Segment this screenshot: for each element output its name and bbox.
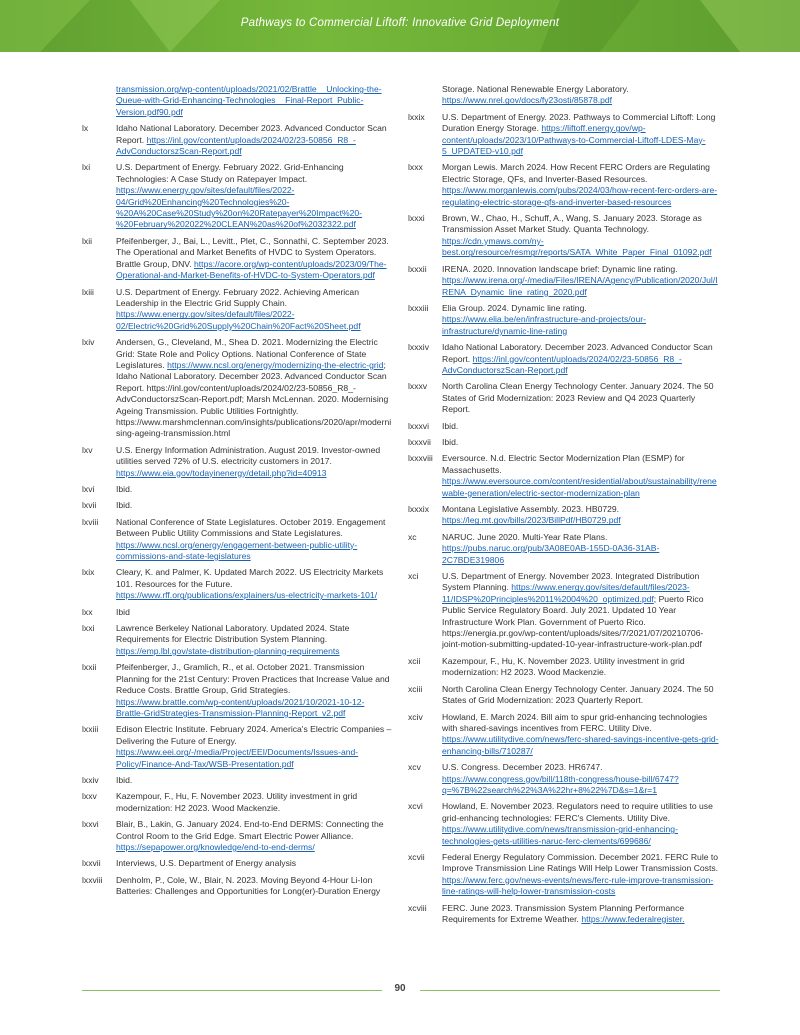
- endnote-citation: Cleary, K. and Palmer, K. Updated March 2022. US Electricity Markets 101. Resources for the Future.: [116, 567, 384, 589]
- endnote-link[interactable]: https://www.utilitydive.com/news/transmission-grid-enhancing-technologies-gets-utilities-naruc-ferc-clements/699686/: [442, 824, 678, 846]
- endnote-citation: Pfeifenberger, J., Bai, L., Levitt., Plet, C., Sonnathi, C. September 2023. The Operational and Market Benefits of HVDC to System Operators. Brattle Group, DNV.: [116, 235, 389, 269]
- endnote-citation: Kazempour, F., Hu, K. November 2023. Utility investment in grid modernization: H2 2023. Wood Mackenzie.: [442, 655, 685, 678]
- endnotes-left-column: [82, 84, 392, 903]
- endnote-link[interactable]: https://www.irena.org/-/media/Files/IRENA/Agency/Publication/2020/Jul/IRENA_Dynamic_line_rating_2020.pdf: [442, 275, 718, 297]
- endnote-link[interactable]: https://www.morganlewis.com/pubs/2024/03/how-recent-ferc-orders-are-regulating-electric-storage-qfs-and-inverter-based-resources: [442, 185, 718, 207]
- endnote-item: [82, 623, 392, 657]
- endnote-link[interactable]: https://inl.gov/content/uploads/2024/02/23-50856_R8_-AdvConductorszScan-Report.pdf: [442, 353, 682, 375]
- endnote-citation: U.S. Congress. December 2023. HR6747.: [442, 762, 603, 773]
- endnote-text: [442, 213, 720, 259]
- endnote-text: [116, 287, 392, 333]
- endnote-number: xcvii: [408, 851, 425, 862]
- endnote-citation: Elia Group. 2024. Dynamic line rating.: [442, 302, 587, 313]
- endnote-text: [442, 762, 720, 796]
- endnote-link[interactable]: https://www.energy.gov/sites/default/files/2022-02/Electric%20Grid%20Supply%20Chain%20Fact%20Sheet.pdf: [116, 309, 361, 331]
- endnote-link[interactable]: https://www.rff.org/publications/explainers/us-electricity-markets-101/: [116, 590, 378, 601]
- endnote-item: [408, 801, 720, 847]
- endnote-citation: Howland, E. March 2024. Bill aim to spur grid-enhancing technologies with shared-savings incentives from FERC. Utility Dive.: [442, 711, 708, 733]
- endnote-citation: Ibid: [116, 606, 130, 617]
- endnote-item: [408, 421, 720, 432]
- footer-rule-right: [420, 990, 720, 991]
- endnote-citation: U.S. Department of Energy. February 2022. Achieving American Leadership in the Electric Grid Supply Chain.: [116, 286, 359, 308]
- endnote-text: [442, 381, 720, 415]
- endnote-number: lxxxi: [408, 213, 425, 224]
- endnote-number: xc: [408, 531, 417, 542]
- endnote-number: lxxviii: [82, 874, 103, 885]
- endnote-number: xcv: [408, 762, 421, 773]
- endnote-number: lxxxix: [408, 504, 430, 514]
- endnote-text: [408, 84, 720, 107]
- endnote-text: [442, 303, 720, 337]
- endnote-number: xcvi: [408, 801, 423, 812]
- endnote-text: [116, 123, 392, 157]
- endnote-item: [82, 484, 392, 495]
- endnote-number: xcii: [408, 655, 421, 666]
- endnote-citation: Brown, W., Chao, H., Schuff, A., Wang, S. January 2023. Storage as Transmission Asset Market Study. Quanta Technology.: [442, 213, 702, 235]
- endnote-citation-continued: ; Idaho National Laboratory. December 2023. Advanced Conductor Scan Report. https://inl.gov/content/uploads/2024/02/23-50856_R8_-AdvConductorszScan-Report.pdf; Marsh McLennan. 2020. Modernising Ageing Transmission. Public Utilities Fortnightly. https://www.marshmclennan.com/insights/publications/2020/apr/modernising-ageing-transmission.html: [116, 359, 392, 439]
- endnote-citation: NARUC. June 2020. Multi-Year Rate Plans.: [442, 531, 608, 542]
- endnote-item: [408, 264, 720, 298]
- endnote-item: [408, 162, 720, 208]
- endnote-citation: IRENA. 2020. Innovation landscape brief: Dynamic line rating.: [442, 263, 678, 274]
- endnote-text: [116, 858, 392, 869]
- endnote-item: [408, 437, 720, 448]
- endnote-text: [442, 421, 720, 432]
- endnote-number: lxxxvii: [408, 436, 431, 447]
- endnote-link[interactable]: https://leg.mt.gov/bills/2023/BillPdf/HB0729.pdf: [442, 515, 621, 526]
- endnote-number: lxi: [82, 162, 91, 173]
- endnote-text: [116, 775, 392, 786]
- endnote-citation: U.S. Department of Energy. February 2022. Grid-Enhancing Technologies: A Case Study on Ratepayer Impact.: [116, 162, 344, 184]
- endnote-text: [116, 662, 392, 719]
- endnote-text: [442, 532, 720, 566]
- endnotes-right-column: [408, 84, 720, 930]
- endnote-number: lxxxiii: [408, 302, 429, 313]
- endnote-item: [82, 607, 392, 618]
- endnote-link[interactable]: https://www.congress.gov/bill/118th-congress/house-bill/6747?q=%7B%22search%22%3A%22hr+8%22%7D&s=1&r=1: [442, 773, 679, 795]
- endnote-number: lxix: [82, 567, 95, 578]
- endnote-item: [408, 852, 720, 898]
- endnote-item: [408, 342, 720, 376]
- endnote-text: [442, 801, 720, 847]
- endnote-citation: Blair, B., Lakin, G. January 2024. End-to-End DERMS: Connecting the Control Room to the Grid Edge. Smart Electric Power Alliance.: [116, 819, 384, 841]
- endnote-link[interactable]: https://www.utilitydive.com/news/ferc-shared-savings-incentive-gets-grid-enhancing-bills/710287/: [442, 734, 719, 756]
- endnote-link[interactable]: https://www.elia.be/en/infrastructure-and-projects/our-infrastructure/dynamic-line-rating: [442, 314, 646, 336]
- endnote-number: lxiv: [82, 337, 95, 348]
- endnote-citation: U.S. Department of Energy. November 2023. Integrated Distribution System Planning.: [442, 571, 700, 593]
- endnote-item: [408, 504, 720, 527]
- endnote-item: [408, 381, 720, 415]
- endnote-number: lxxvi: [82, 819, 99, 830]
- endnote-item: [82, 819, 392, 853]
- endnote-link[interactable]: https://www.brattle.com/wp-content/uploads/2021/10/2021-10-12-Brattle-GridStrategies-Transmission-Planning-Report_v2.pdf: [116, 696, 365, 718]
- endnote-link[interactable]: https://liftoff.energy.gov/wp-content/uploads/2023/10/Pathways-to-Commercial-Liftoff-LDES-May-5_UPDATED-v10.pdf: [442, 123, 706, 157]
- endnote-number: lxx: [82, 606, 93, 617]
- endnote-link[interactable]: https://www.ncsl.org/energy/modernizing-the-electric-grid: [167, 359, 384, 370]
- endnote-citation: National Conference of State Legislatures. October 2019. Engagement Between Public Utility Commissions and State Legislatures.: [116, 516, 386, 539]
- endnote-link[interactable]: https://www.ferc.gov/news-events/news/ferc-rule-improve-transmission-line-ratings-will-help-lower-transmission-costs: [442, 874, 714, 897]
- endnote-item: [408, 571, 720, 651]
- endnote-text: [442, 712, 720, 758]
- endnote-citation: North Carolina Clean Energy Technology Center. January 2024. The 50 States of Grid Modernization: 2023 Review and Q4 2023 Quarterly Report.: [442, 381, 714, 415]
- endnote-item: [82, 287, 392, 333]
- endnote-citation: Ibid.: [116, 774, 133, 785]
- endnote-text: [116, 875, 392, 898]
- endnote-item: [408, 656, 720, 679]
- endnote-link[interactable]: https://www.eia.gov/todayinenergy/detail.php?id=40913: [116, 467, 327, 478]
- page-number: 90: [394, 983, 406, 994]
- endnote-link[interactable]: https://acore.org/wp-content/uploads/2023/09/The-Operational-and-Market-Benefits-of-HVDC-to-System-Operators.pdf: [116, 258, 387, 281]
- endnote-text: [116, 819, 392, 853]
- endnote-link[interactable]: https://www.eei.org/-/media/Project/EEI/Documents/Issues-and-Policy/Finance-And-Tax/WSB-Presentation.pdf: [116, 747, 359, 769]
- endnote-link[interactable]: https://www.ncsl.org/energy/engagement-between-public-utility-commissions-and-state-legislatures: [116, 539, 358, 562]
- endnote-item: [408, 532, 720, 566]
- endnote-number: lxxxv: [408, 381, 428, 392]
- endnote-text: [442, 684, 720, 707]
- endnote-text: [116, 445, 392, 479]
- endnote-number: lxxxviii: [408, 453, 433, 464]
- endnote-number: lx: [82, 123, 89, 134]
- endnote-text: [116, 500, 392, 511]
- endnote-text: [442, 264, 720, 298]
- endnote-citation: Storage. National Renewable Energy Laboratory.: [442, 84, 629, 94]
- endnote-item: [82, 858, 392, 869]
- endnote-citation: Montana Legislative Assembly. 2023. HB0729.: [442, 504, 620, 514]
- endnote-link[interactable]: https://www.nrel.gov/docs/fy23osti/85878.pdf: [442, 95, 613, 106]
- endnote-text: [116, 791, 392, 814]
- endnote-number: lxxv: [82, 791, 97, 802]
- endnote-text: [116, 517, 392, 563]
- endnote-number: xciv: [408, 711, 423, 722]
- endnote-item: [82, 567, 392, 601]
- endnote-citation: Edison Electric Institute. February 2024. America's Electric Companies – Delivering the Future of Energy.: [116, 724, 392, 746]
- endnote-text: [442, 852, 720, 898]
- endnote-number: lxv: [82, 444, 93, 455]
- endnote-citation: Idaho National Laboratory. December 2023. Advanced Conductor Scan Report.: [442, 342, 713, 364]
- endnote-citation: Lawrence Berkeley National Laboratory. Updated 2024. State Requirements for Electric Distribution System Planning.: [116, 623, 350, 645]
- endnote-number: xciii: [408, 683, 423, 694]
- endnote-item: [408, 712, 720, 758]
- endnote-item: [408, 453, 720, 499]
- endnote-number: lxxxii: [408, 263, 427, 274]
- endnote-citation: Morgan Lewis. March 2024. How Recent FERC Orders are Regulating Electric Storage, QFs, and Inverter-Based Resources.: [442, 162, 710, 184]
- endnote-text: [442, 903, 720, 926]
- endnote-item: [408, 84, 720, 107]
- endnote-link[interactable]: https://inl.gov/content/uploads/2024/02/23-50856_R8_-AdvConductorszScan-Report.pdf: [116, 134, 356, 157]
- endnote-citation: FERC. June 2023. Transmission System Planning Performance Requirements for Extreme Weather.: [442, 902, 685, 924]
- endnote-citation: Kazempour, F., Hu, F. November 2023. Utility investment in grid modernization: H2 2023. Wood Mackenzie.: [116, 791, 358, 813]
- endnote-text: [442, 656, 720, 679]
- endnote-number: lxxii: [82, 662, 97, 673]
- endnote-number: lxxxiv: [408, 342, 430, 353]
- endnote-number: lxxvii: [82, 858, 101, 869]
- endnote-text: [116, 567, 392, 601]
- endnote-number: lxxiv: [82, 774, 99, 785]
- endnote-number: lxxiii: [82, 724, 99, 735]
- endnote-item: [82, 337, 392, 440]
- endnote-citation: Howland, E. November 2023. Regulators need to require utilities to use grid-enhancing technologies: FERC's Clements. Utility Dive.: [442, 801, 713, 823]
- endnote-item: [82, 775, 392, 786]
- endnote-number: lxiii: [82, 286, 94, 297]
- endnote-link[interactable]: https://www.federalregister.: [581, 914, 685, 924]
- endnote-item: [408, 762, 720, 796]
- endnote-number: lxviii: [82, 516, 99, 527]
- endnote-item: [82, 123, 392, 157]
- endnote-citation: Ibid.: [116, 500, 133, 511]
- endnote-item: [82, 791, 392, 814]
- document-title: Pathways to Commercial Liftoff: Innovative Grid Deployment: [240, 17, 560, 29]
- endnote-link[interactable]: https://sepapower.org/knowledge/end-to-end-derms/: [116, 841, 315, 852]
- endnote-item: [408, 303, 720, 337]
- endnote-citation: Idaho National Laboratory. December 2023. Advanced Conductor Scan Report.: [116, 123, 387, 145]
- endnote-link[interactable]: transmission.org/wp-content/uploads/2021/02/Brattle__Unlocking-the-Queue-with-Grid-Enhancing-Technologies__Final-Report_Public-Version.pdf90.pdf: [116, 84, 382, 117]
- endnote-number: lxxix: [408, 111, 425, 122]
- endnote-link[interactable]: https://emp.lbl.gov/state-distribution-planning-requirements: [116, 645, 340, 656]
- endnote-text: [442, 504, 720, 527]
- endnote-number: lxvii: [82, 500, 97, 511]
- endnote-citation: Ibid.: [442, 420, 459, 431]
- endnote-text: [442, 437, 720, 448]
- endnote-link[interactable]: https://www.energy.gov/sites/default/files/2023-11/IDSP%20Principles%2011%2004%20_optimized.pdf: [442, 582, 690, 604]
- endnote-citation: Ibid.: [116, 484, 133, 494]
- endnote-item: [82, 162, 392, 230]
- endnote-number: lxxxvi: [408, 420, 430, 431]
- endnote-citation: Ibid.: [442, 436, 459, 447]
- endnote-citation: Eversource. N.d. Electric Sector Modernization Plan (ESMP) for Massachusetts.: [442, 453, 685, 475]
- endnote-item: [82, 236, 392, 282]
- endnote-text: [116, 236, 392, 282]
- endnote-number: xci: [408, 571, 419, 582]
- endnote-text: [442, 162, 720, 208]
- endnote-item: [82, 875, 392, 898]
- header-banner: [0, 0, 800, 52]
- endnote-item: [408, 213, 720, 259]
- endnote-link[interactable]: https://cdn.ymaws.com/ny-best.org/resource/resmgr/reports/SATA_White_Paper_Final_01092.pdf: [442, 235, 712, 258]
- endnote-citation: Pfeifenberger, J., Gramlich, R., et al. October 2021. Transmission Planning for the 21st Century: Proven Practices that Increase Value and Reduce Costs. Brattle Group, Grid Strategies.: [116, 662, 390, 696]
- endnote-link[interactable]: https://www.energy.gov/sites/default/files/2022-04/Grid%20Enhancing%20Technologies%20-%20A%20Case%20Study%20on%20Ratepayer%20Impact%20-%20February%202022%20CLEAN%20as%20of%2032322.pdf: [116, 185, 363, 230]
- endnote-text: [116, 607, 392, 618]
- endnote-text: [116, 337, 392, 440]
- endnote-text: [442, 112, 720, 158]
- endnote-item: [82, 500, 392, 511]
- endnote-link[interactable]: https://pubs.naruc.org/pub/3A08E0AB-155D-0A36-31AB-2C7BDE319806: [442, 543, 660, 565]
- endnote-text: [116, 724, 392, 770]
- endnote-citation: Denholm, P., Cole, W., Blair, N. 2023. Moving Beyond 4-Hour Li-Ion Batteries: Challenges and Opportunities for Long(er)-Duration Energy: [116, 874, 381, 897]
- endnote-number: lxvi: [82, 484, 95, 494]
- endnote-text: [116, 623, 392, 657]
- endnote-citation: North Carolina Clean Energy Technology Center. January 2024. The 50 States of Grid Modernization: 2023 Quarterly Report.: [442, 683, 714, 706]
- endnote-item: [408, 112, 720, 158]
- endnote-citation: Andersen, G., Cleveland, M., Shea D. 2021. Modernizing the Electric Grid: State Role and Policy Options. National Conference of State Legislatures.: [116, 337, 378, 370]
- endnote-text: [116, 484, 392, 495]
- endnote-item: [82, 445, 392, 479]
- endnote-number: lxii: [82, 235, 93, 246]
- endnote-citation-continued: ; Puerto Rico Public Service Regulatory Board. July 2021. Updated 10 Year Infrastructure Work Plan. Government of Puerto Rico. https://energia.pr.gov/wp-content/uploads/sites/7/2021/07/20210706-joint-motion-submitting-updated-10-year-infrastructure-work-plan.pdf: [442, 593, 704, 650]
- endnote-number: xcviii: [408, 902, 427, 913]
- endnote-text: [442, 453, 720, 499]
- endnote-item: [408, 684, 720, 707]
- endnote-text: [82, 84, 392, 118]
- endnote-citation: U.S. Energy Information Administration. August 2019. Investor-owned utilities served 72% of U.S. electricity customers in 2017.: [116, 444, 381, 467]
- footer-rule-left: [82, 990, 382, 991]
- endnote-citation: U.S. Department of Energy. 2023. Pathways to Commercial Liftoff: Long Duration Energy Storage.: [442, 111, 716, 134]
- endnote-text: [442, 342, 720, 376]
- endnote-item: [82, 724, 392, 770]
- endnote-citation: Federal Energy Regulatory Commission. December 2021. FERC Rule to Improve Transmission Line Ratings Will Help Lower Transmission Costs.: [442, 851, 719, 874]
- endnote-citation: Interviews, U.S. Department of Energy analysis: [116, 858, 297, 869]
- endnote-text: [116, 162, 392, 230]
- endnote-link[interactable]: https://www.eversource.com/content/residential/about/sustainability/renewable-generation/electric-sector-modernization-plan: [442, 476, 717, 498]
- endnote-item: [82, 517, 392, 563]
- endnote-item: [82, 662, 392, 719]
- endnote-number: lxxx: [408, 162, 423, 173]
- endnote-item: [82, 84, 392, 118]
- endnote-text: [442, 571, 720, 651]
- endnote-item: [408, 903, 720, 926]
- endnote-number: lxxi: [82, 623, 95, 634]
